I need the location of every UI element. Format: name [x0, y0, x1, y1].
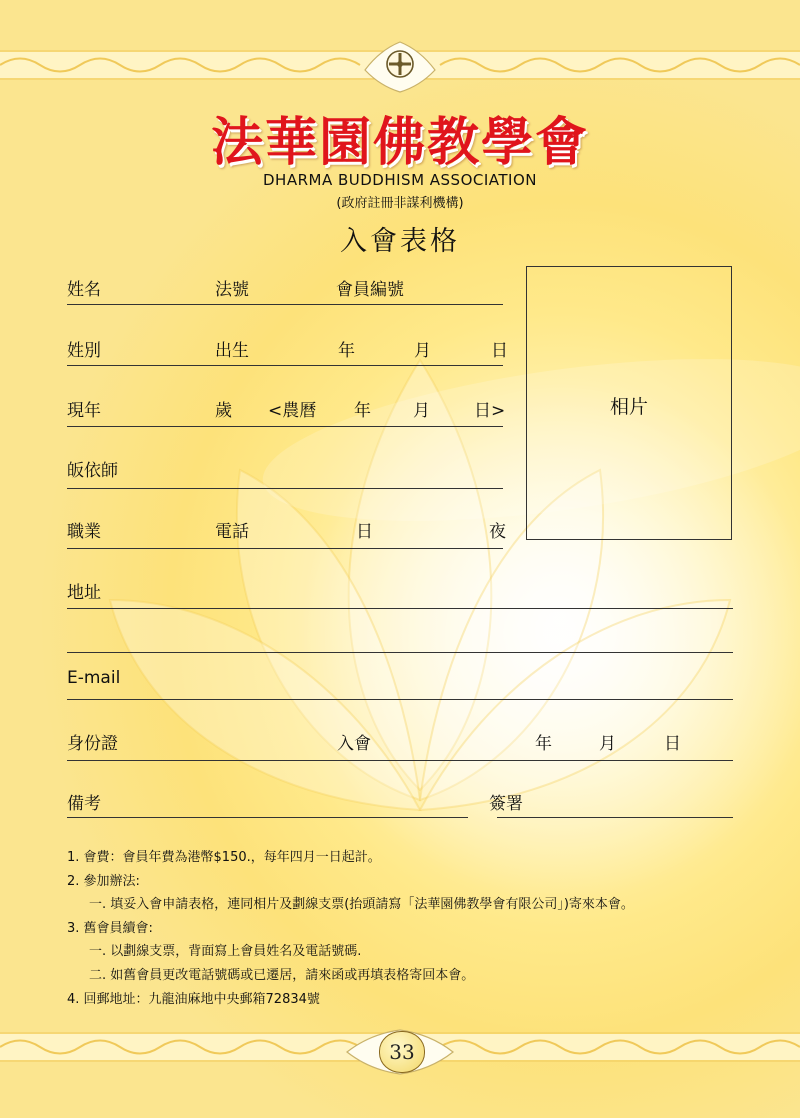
- photo-label: 相片: [609, 396, 648, 418]
- note-how-to-join-detail: 一. 填妥入會申請表格，連同相片及劃線支票(抬頭請寫「法華園佛教學會有限公司」)寄來本會。: [89, 897, 634, 913]
- occupation-phone-line[interactable]: [67, 548, 503, 549]
- note-renewal-change: 二. 如舊會員更改電話號碼或已遷居，請來函或再填表格寄回本會。: [89, 967, 475, 983]
- registration-note: (政府註冊非謀利機構): [336, 196, 464, 211]
- occupation-label: 職業: [67, 522, 101, 542]
- form-title: 入會表格: [340, 226, 460, 257]
- phone-label: 電話: [215, 522, 249, 542]
- signature-line[interactable]: [497, 817, 733, 818]
- gender-label: 姓別: [67, 341, 101, 361]
- note-return-address: 4. 回郵地址：九龍油麻地中央郵箱72834號: [67, 991, 320, 1007]
- join-year-label: 年: [535, 734, 552, 754]
- address-line-2[interactable]: [67, 652, 733, 653]
- remarks-line[interactable]: [67, 817, 468, 818]
- photo-box[interactable]: [526, 266, 732, 540]
- association-english-name: DHARMA BUDDHISM ASSOCIATION: [262, 171, 537, 189]
- note-how-to-join: 2. 參加辦法:: [67, 873, 140, 889]
- note-renewal: 3. 舊會員續會:: [67, 920, 153, 936]
- name-line[interactable]: [67, 304, 503, 305]
- membership-notes: [67, 846, 634, 1011]
- join-month-label: 月: [599, 734, 616, 754]
- lunar-calendar-label: <農曆: [268, 401, 317, 421]
- phone-night-label: 夜: [489, 522, 506, 542]
- birth-year-label: 年: [338, 341, 355, 361]
- refuge-master-line[interactable]: [67, 488, 503, 489]
- join-day-label: 日: [664, 734, 681, 754]
- lunar-month-label: 月: [413, 401, 430, 421]
- page-number: 33: [379, 1031, 425, 1073]
- age-label: 現年: [67, 401, 101, 421]
- name-label: 姓名: [67, 280, 101, 300]
- phone-day-label: 日: [356, 522, 373, 542]
- age-line[interactable]: [67, 426, 503, 427]
- dharma-name-label: 法號: [215, 280, 249, 300]
- email-line[interactable]: [67, 699, 733, 700]
- lunar-day-label: 日>: [474, 401, 506, 421]
- member-number-label: 會員編號: [336, 280, 404, 300]
- join-label: 入會: [337, 734, 371, 754]
- id-card-label: 身份證: [67, 734, 118, 754]
- note-fee: 1. 會費：會員年費為港幣$150.，每年四月一日起計。: [67, 850, 381, 865]
- refuge-master-label: 皈依師: [67, 461, 118, 481]
- note-renewal-cheque: 一. 以劃線支票，背面寫上會員姓名及電話號碼.: [89, 944, 362, 960]
- lunar-year-label: 年: [354, 401, 371, 421]
- birth-day-label: 日: [491, 341, 508, 361]
- dharma-wheel-emblem: [360, 30, 440, 96]
- email-label: E-mail: [67, 668, 121, 688]
- signature-label: 簽署: [489, 794, 523, 814]
- birth-label: 出生: [215, 341, 249, 361]
- address-line-1[interactable]: [67, 608, 733, 609]
- id-join-line[interactable]: [67, 760, 733, 761]
- remarks-label: 備考: [67, 794, 101, 814]
- association-title: 法華園佛教學會: [210, 112, 589, 173]
- gender-birth-line[interactable]: [67, 365, 503, 366]
- age-unit-label: 歲: [215, 401, 232, 421]
- birth-month-label: 月: [414, 341, 431, 361]
- address-label: 地址: [67, 583, 101, 603]
